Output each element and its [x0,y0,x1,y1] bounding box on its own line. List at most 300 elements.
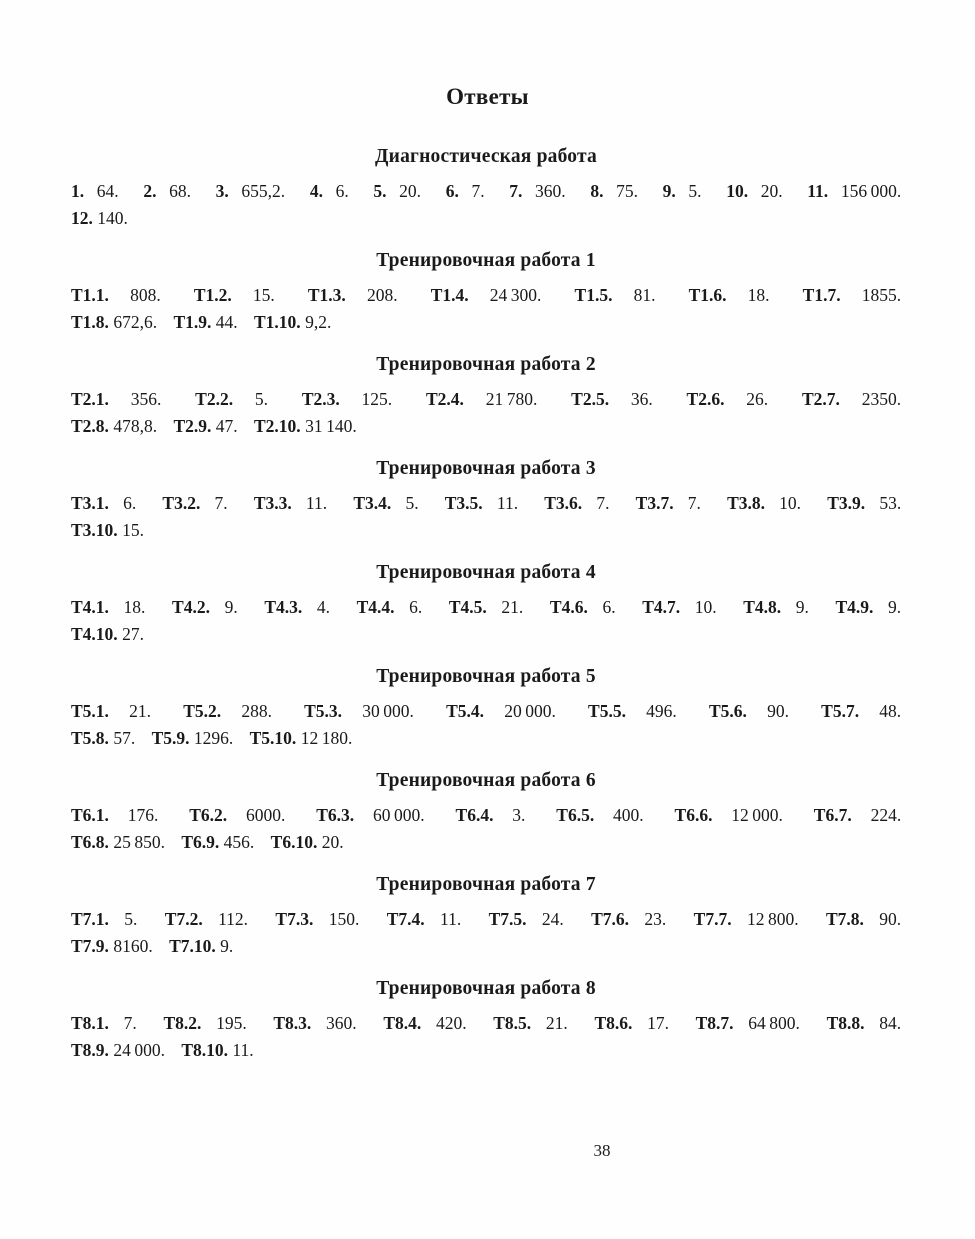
answer-value: 23. [644,909,667,929]
answer-label: Т7.6. [591,909,630,929]
answer-label: Т5.1. [71,701,109,721]
answer-item [802,389,901,409]
answer-item [556,805,643,825]
page-title: Ответы [446,84,529,109]
answer-section [71,771,901,856]
answer-label: Т3.7. [635,493,674,513]
answer-label: 12. [71,208,93,228]
answer-label: Т5.7. [821,701,860,721]
answers-line [71,1037,901,1064]
answer-item [254,416,357,436]
answer-label: Т1.7. [802,285,841,305]
answers-line [71,413,901,440]
answer-label: 11. [807,181,829,201]
answer-item [71,181,119,201]
answer-item [807,181,901,201]
answer-label: Т1.5. [574,285,613,305]
answer-item [152,728,234,748]
answer-item [588,701,677,721]
answers-line [71,386,901,413]
answer-item [271,832,344,852]
answer-label: Т2.4. [425,389,464,409]
answer-item [71,832,165,852]
answer-label: Т6.9. [181,832,220,852]
answer-label: Т4.9. [835,597,874,617]
answer-label: Т3.6. [544,493,583,513]
answer-value: 64. [96,181,119,201]
answer-item [687,389,769,409]
answer-label: Т6.2. [189,805,228,825]
answer-item [590,181,638,201]
answer-label: 1. [71,181,85,201]
answer-label: Т7.8. [825,909,864,929]
answer-value: 36. [630,389,653,409]
answer-label: Т8.3. [273,1013,312,1033]
answer-label: Т1.10. [254,312,301,332]
answer-value: 81. [633,285,656,305]
answer-label: Т2.5. [571,389,610,409]
answer-value: 6000. [246,805,286,825]
answer-label: Т2.7. [801,389,840,409]
answer-value: 60 000. [373,805,425,825]
answer-label: Т7.2. [164,909,203,929]
answer-item [445,493,518,513]
answer-value: 360. [326,1013,357,1033]
answer-item [163,1013,246,1033]
answer-value: 12 800. [746,909,799,929]
answer-label: Т2.3. [301,389,340,409]
answer-label: Т4.8. [743,597,782,617]
answer-value: 24 300. [489,285,542,305]
answer-value: 25 850. [113,832,165,852]
answer-value: 53. [879,493,902,513]
answer-item [827,1013,902,1033]
answer-label: Т3.1. [71,493,109,513]
answer-label: Т7.5. [488,909,527,929]
answer-item [316,805,424,825]
answer-item [663,181,702,201]
answer-section [71,563,901,648]
answer-item [814,805,901,825]
answer-item [826,909,901,929]
answer-value: 9. [888,597,902,617]
answer-item [743,597,809,617]
answers-line [71,205,901,232]
answer-label: 7. [509,181,523,201]
answer-value: 288. [241,701,272,721]
answer-label: Т8.2. [163,1013,202,1033]
answer-item [71,208,128,228]
answer-item [71,909,137,929]
answer-label: Т2.10. [254,416,301,436]
answer-label: Т5.10. [249,728,297,748]
answer-item [304,701,414,721]
answer-value: 47. [215,416,238,436]
answer-value: 808. [130,285,161,305]
answer-value: 11. [496,493,519,513]
answer-label: Т6.3. [316,805,355,825]
answer-item [71,624,144,644]
answer-label: Т2.8. [71,416,109,436]
answer-value: 24 000. [113,1040,165,1060]
answer-value: 5. [688,181,702,201]
answer-value: 156 000. [840,181,902,201]
answer-value: 9. [795,597,809,617]
answers-line [71,309,901,336]
answer-value: 15. [252,285,275,305]
answer-item [71,936,153,956]
answer-item [216,181,286,201]
answer-value: 20. [760,181,783,201]
answer-value: 1296. [193,728,234,748]
answer-value: 456. [223,832,255,852]
answer-value: 57. [113,728,136,748]
answer-value: 3. [512,805,526,825]
answer-section [71,355,901,440]
answer-value: 48. [879,701,902,721]
answer-item [357,597,423,617]
answer-label: Т1.1. [71,285,109,305]
answer-value: 360. [535,181,566,201]
answer-item [446,181,485,201]
answer-item [172,597,238,617]
answer-label: Т2.2. [195,389,234,409]
section-rows [71,802,901,856]
answer-value: 1855. [861,285,902,305]
answer-value: 356. [130,389,162,409]
answer-label: Т3.5. [444,493,483,513]
answer-item [446,701,556,721]
answer-item [71,1013,137,1033]
section-heading: Диагностическая работа [375,146,597,167]
answer-item [71,728,135,748]
answer-value: 11. [232,1040,254,1060]
answers-line [71,906,901,933]
answer-label: 9. [662,181,676,201]
answer-item [696,1013,800,1033]
answer-item [71,597,145,617]
answer-label: Т1.4. [430,285,469,305]
answers-line [71,517,901,544]
answer-item [353,493,418,513]
answer-value: 30 000. [362,701,414,721]
answer-item [642,597,716,617]
section-rows [71,698,901,752]
section-rows [71,490,901,544]
answer-item [387,909,462,929]
answer-label: Т1.9. [173,312,212,332]
section-heading: Тренировочная работа 6 [376,770,596,791]
answer-item [456,805,526,825]
page-number: 38 [593,1141,611,1160]
answer-value: 112. [218,909,249,929]
sections-container [71,147,901,1064]
answer-label: 6. [445,181,459,201]
answer-label: Т5.3. [304,701,343,721]
answer-label: Т4.1. [71,597,109,617]
answer-label: Т1.6. [688,285,727,305]
answer-item [821,701,901,721]
answer-label: Т7.1. [71,909,109,929]
answer-value: 7. [214,493,228,513]
answer-value: 27. [122,624,144,644]
answer-value: 21. [501,597,524,617]
answer-item [181,1040,253,1060]
answer-value: 5. [124,909,138,929]
answer-label: 8. [590,181,604,201]
answer-item [383,1013,466,1033]
section-rows [71,594,901,648]
answer-item [165,909,248,929]
answer-item [431,285,542,305]
answer-item [544,493,609,513]
answer-value: 7. [123,1013,137,1033]
answer-value: 68. [169,181,191,201]
answer-item [636,493,701,513]
answer-section [71,147,901,232]
answer-item [694,909,799,929]
answer-value: 18. [123,597,146,617]
answer-label: 4. [309,181,323,201]
answer-value: 21. [129,701,151,721]
section-rows [71,386,901,440]
answers-line [71,594,901,621]
answer-item [169,936,233,956]
answer-item [594,1013,669,1033]
answer-value: 125. [361,389,393,409]
answer-label: Т5.9. [151,728,190,748]
answer-value: 4. [316,597,330,617]
answer-label: Т3.2. [162,493,201,513]
answer-value: 478,8. [113,416,158,436]
answer-value: 496. [646,701,677,721]
answer-item [836,597,902,617]
answer-label: Т8.6. [594,1013,633,1033]
answer-label: Т8.8. [826,1013,865,1033]
answer-label: Т3.10. [71,520,118,540]
answer-label: Т6.5. [556,805,595,825]
answers-line [71,829,901,856]
answer-label: Т4.3. [264,597,303,617]
answer-value: 20 000. [504,701,556,721]
answer-label: 3. [215,181,229,201]
answer-value: 176. [127,805,159,825]
answer-item [373,181,421,201]
answer-value: 400. [613,805,644,825]
answer-value: 420. [435,1013,467,1033]
answers-line [71,1010,901,1037]
section-heading: Тренировочная работа 7 [376,874,596,895]
answer-label: 5. [373,181,387,201]
answer-item [575,285,656,305]
answer-item [302,389,392,409]
answer-label: Т7.9. [71,936,109,956]
answer-section [71,875,901,960]
answer-value: 31 140. [305,416,357,436]
answer-value: 5. [254,389,269,409]
answers-line [71,621,901,648]
answer-value: 75. [616,181,638,201]
answer-label: Т6.6. [674,805,713,825]
answers-line [71,282,901,309]
answer-item [275,909,359,929]
answer-label: Т4.7. [642,597,681,617]
answer-item [726,181,782,201]
answer-label: Т7.10. [169,936,216,956]
answer-label: Т3.8. [727,493,765,513]
answer-label: Т6.4. [455,805,494,825]
answer-value: 10. [779,493,802,513]
section-rows [71,906,901,960]
answer-label: Т8.4. [383,1013,422,1033]
answer-item [71,389,161,409]
answer-label: Т4.2. [172,597,210,617]
answer-label: Т8.7. [695,1013,734,1033]
answer-label: 10. [726,181,749,201]
answer-value: 84. [879,1013,902,1033]
answer-label: Т7.7. [693,909,732,929]
section-heading: Тренировочная работа 1 [376,250,596,271]
answer-label: Т6.8. [71,832,109,852]
answer-item [308,285,398,305]
section-rows [71,282,901,336]
answer-item [189,805,285,825]
answer-value: 64 800. [748,1013,800,1033]
answer-item [71,520,144,540]
answer-item [489,909,564,929]
answer-item [550,597,616,617]
answer-label: Т6.10. [270,832,318,852]
answer-value: 26. [746,389,769,409]
answers-line [71,178,901,205]
answer-value: 655,2. [241,181,286,201]
answer-label: 2. [143,181,157,201]
answer-label: Т1.3. [307,285,346,305]
answer-label: Т6.1. [71,805,109,825]
answer-item [254,493,327,513]
answer-value: 9. [220,936,234,956]
answer-item [173,312,237,332]
section-rows [71,178,901,232]
answer-label: Т1.8. [71,312,109,332]
answer-label: Т4.5. [448,597,487,617]
answer-item [827,493,901,513]
answer-value: 12 000. [731,805,783,825]
answers-line [71,933,901,960]
answer-value: 7. [471,181,485,201]
answer-label: Т5.4. [446,701,485,721]
answer-item [71,493,136,513]
answer-item [449,597,523,617]
answer-item [264,597,330,617]
answer-item [509,181,565,201]
answer-item [143,181,191,201]
answer-label: Т2.9. [173,416,212,436]
answer-value: 20. [399,181,422,201]
answer-item [709,701,789,721]
answers-line [71,802,901,829]
answer-value: 21. [545,1013,568,1033]
answer-item [71,805,158,825]
answer-label: Т8.5. [493,1013,532,1033]
answer-value: 21 780. [485,389,538,409]
answer-item [181,832,254,852]
section-heading: Тренировочная работа 2 [376,354,596,375]
answer-value: 11. [305,493,328,513]
answer-value: 44. [215,312,238,332]
answer-value: 2350. [861,389,902,409]
answer-label: Т6.7. [813,805,852,825]
section-heading: Тренировочная работа 8 [376,978,596,999]
answer-value: 12 180. [300,728,353,748]
answer-value: 6. [123,493,137,513]
answer-item [71,701,151,721]
answer-item [71,416,157,436]
answer-label: Т8.1. [71,1013,109,1033]
answer-item [183,701,272,721]
answer-item [195,389,268,409]
answer-label: Т7.3. [275,909,314,929]
answer-value: 208. [366,285,398,305]
answer-value: 9. [224,597,238,617]
answer-item [689,285,770,305]
answer-value: 6. [602,597,616,617]
answer-value: 7. [687,493,701,513]
answer-item [310,181,349,201]
section-heading: Тренировочная работа 4 [376,562,596,583]
answer-label: Т5.6. [708,701,747,721]
answer-value: 8160. [113,936,153,956]
answer-value: 90. [767,701,789,721]
answer-label: Т8.10. [181,1040,229,1060]
answer-label: Т2.6. [686,389,725,409]
answer-label: Т5.2. [183,701,222,721]
answer-value: 5. [405,493,419,513]
answer-item [194,285,275,305]
answer-item [173,416,237,436]
answer-value: 15. [122,520,144,540]
answer-item [250,728,353,748]
answer-label: Т5.5. [588,701,626,721]
answer-label: Т8.9. [71,1040,109,1060]
answer-value: 10. [694,597,717,617]
answer-label: Т3.3. [253,493,292,513]
answer-value: 150. [328,909,360,929]
answer-value: 11. [440,909,462,929]
answer-label: Т3.4. [353,493,392,513]
answer-value: 9,2. [305,312,332,332]
answer-value: 20. [321,832,344,852]
answer-item [571,389,653,409]
answer-value: 140. [97,208,128,228]
answer-item [162,493,227,513]
section-heading: Тренировочная работа 5 [376,666,596,687]
answer-label: Т1.2. [193,285,232,305]
answer-item [273,1013,356,1033]
answer-label: Т2.1. [71,389,109,409]
answer-value: 24. [541,909,564,929]
answer-label: Т7.4. [386,909,425,929]
answer-value: 17. [647,1013,669,1033]
answer-item [493,1013,568,1033]
answer-item [426,389,537,409]
answer-value: 195. [216,1013,247,1033]
answer-label: Т4.10. [71,624,118,644]
answers-line [71,698,901,725]
answer-item [591,909,666,929]
answer-value: 90. [879,909,902,929]
answer-value: 7. [596,493,610,513]
